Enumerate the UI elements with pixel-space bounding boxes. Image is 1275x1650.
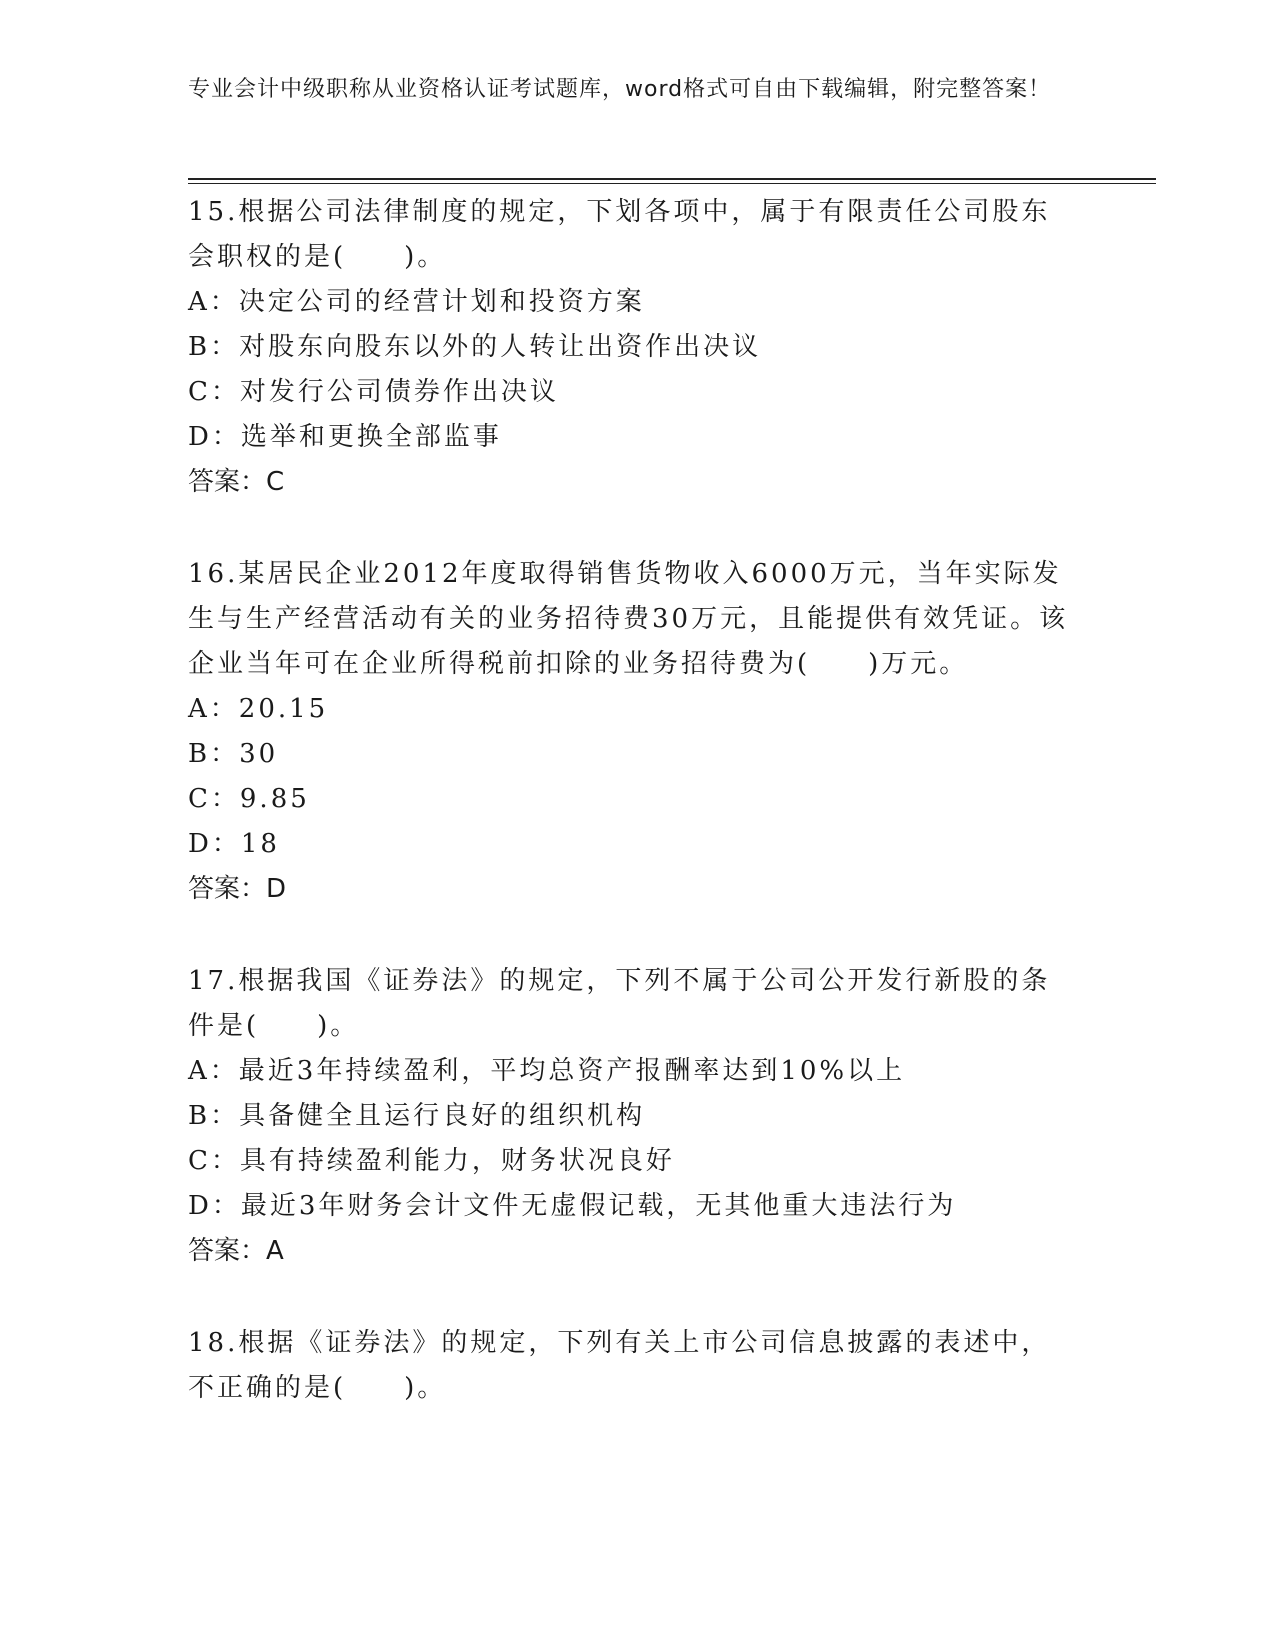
- option-b: B：30: [188, 739, 279, 769]
- question-stem: 17.根据我国《证券法》的规定，下列不属于公司公开发行新股的条件是( )。: [188, 966, 1051, 1041]
- question-16: [188, 552, 1078, 912]
- header-rule-thin: [188, 183, 1156, 184]
- option-d: D：最近3年财务会计文件无虚假记载，无其他重大违法行为: [188, 1191, 957, 1221]
- answer-line: 答案：A: [188, 1236, 284, 1266]
- page-header: 专业会计中级职称从业资格认证考试题库，word格式可自由下载编辑，附完整答案！: [188, 77, 1052, 102]
- question-18: [188, 1321, 1078, 1411]
- option-a: A：最近3年持续盈利，平均总资产报酬率达到10%以上: [188, 1056, 906, 1086]
- option-c: C：9.85: [188, 784, 310, 814]
- question-stem: 16.某居民企业2012年度取得销售货物收入6000万元，当年实际发生与生产经营活动有关的业务招待费30万元，且能提供有效凭证。该企业当年可在企业所得税前扣除的业务招待费为( )万元。: [188, 559, 1069, 679]
- header-rule-thick: [188, 178, 1156, 180]
- question-list: [188, 190, 1078, 1458]
- question-15: [188, 190, 1078, 505]
- question-stem: 15.根据公司法律制度的规定，下划各项中，属于有限责任公司股东会职权的是( )。: [188, 197, 1051, 272]
- question-17: [188, 959, 1078, 1274]
- option-a: A：决定公司的经营计划和投资方案: [188, 287, 645, 317]
- option-b: B：对股东向股东以外的人转让出资作出决议: [188, 332, 762, 362]
- option-b: B：具备健全且运行良好的组织机构: [188, 1101, 646, 1131]
- answer-line: 答案：D: [188, 874, 287, 904]
- option-a: A：20.15: [188, 694, 329, 724]
- answer-line: 答案：C: [188, 467, 285, 497]
- option-d: D：18: [188, 829, 280, 859]
- option-d: D：选举和更换全部监事: [188, 422, 502, 452]
- question-stem: 18.根据《证券法》的规定，下列有关上市公司信息披露的表述中，不正确的是( )。: [188, 1328, 1051, 1403]
- option-c: C：具有持续盈利能力，财务状况良好: [188, 1146, 675, 1176]
- option-c: C：对发行公司债券作出决议: [188, 377, 559, 407]
